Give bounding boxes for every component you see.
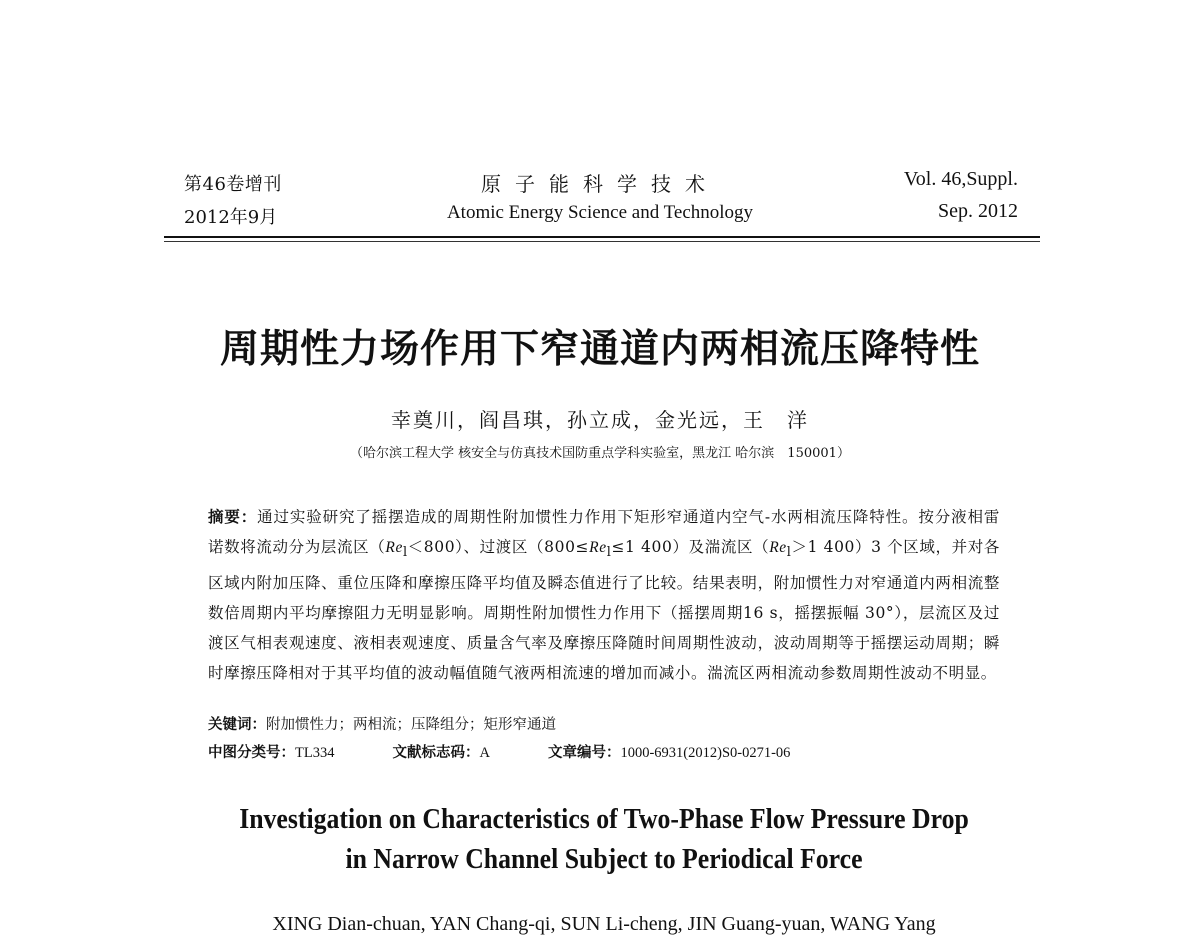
- article-title-en-line2: in Narrow Channel Subject to Periodical Force: [345, 844, 863, 875]
- journal-volume-en: Vol. 46,Suppl.: [903, 168, 1018, 190]
- abstract-text-3: ≤1 400）及湍流区（: [611, 538, 770, 556]
- abstract-text-4: ＞1 400）3 个区域，并对各区域内附加压降、重位压降和摩擦压降平均值及瞬态值进行了比较。结果表明，附加惯性力对窄通道内两相流整数倍周期内平均摩擦阻力无明显影响。周期性附加惯性力作用下（摇摆周期16 s，摇摆振幅 30°），层流区及过渡区气相表观速度、液相表观速度、质量含气率及摩擦压降随时间周期性波动，波动周期等于摇摆运动周期；瞬时摩擦压降相对于其平均值的波动幅值随气液两相流速的增加而减小。湍流区两相流动参数周期性波动不明显。: [208, 538, 1001, 683]
- reynolds-symbol: Re: [589, 539, 607, 556]
- reynolds-subscript: l: [402, 545, 408, 561]
- document-code: [392, 741, 489, 762]
- article-number-label: 文章编号：: [547, 745, 621, 761]
- keywords-label: 关键词：: [208, 717, 266, 733]
- abstract-cn: [208, 502, 1000, 688]
- journal-name-cn: 原子能科学技术: [481, 172, 719, 196]
- clc-value: TL334: [295, 745, 335, 761]
- clc-label: 中图分类号：: [208, 745, 295, 761]
- article-title-cn: 周期性力场作用下窄通道内两相流压降特性: [219, 327, 980, 372]
- classification-line: [208, 741, 1008, 762]
- journal-date-en: Sep. 2012: [938, 200, 1018, 222]
- journal-date-cn: 2012年9月: [184, 207, 278, 228]
- article-title-en-line1: Investigation on Characteristics of Two-Phase Flow Pressure Drop: [239, 804, 969, 835]
- header-rule-thin: [164, 241, 1040, 242]
- keywords-value: 附加惯性力；两相流；压降组分；矩形窄通道: [266, 717, 556, 733]
- journal-name-en: Atomic Energy Science and Technology: [446, 202, 754, 223]
- clc-number: [208, 741, 334, 762]
- reynolds-symbol: Re: [385, 539, 403, 556]
- document-code-label: 文献标志码：: [392, 745, 480, 761]
- abstract-text-2: ＜800）、过渡区（800≤: [407, 538, 590, 556]
- reynolds-subscript: l: [606, 545, 612, 561]
- reynolds-subscript: l: [786, 545, 792, 561]
- abstract-label: 摘要：: [208, 508, 258, 526]
- abstract-text-1: 通过实验研究了摇摆造成的周期性附加惯性力作用下矩形窄通道内空气-水两相流压降特性。按分液相雷诺数将流动分为层流区（: [208, 508, 1000, 556]
- article-title-en: [186, 800, 1021, 880]
- authors-en: XING Dian-chuan, YAN Chang-qi, SUN Li-cheng, JIN Guang-yuan, WANG Yang: [272, 913, 936, 935]
- affiliation-cn: （哈尔滨工程大学 核安全与仿真技术国防重点学科实验室，黑龙江 哈尔滨 150001）: [350, 446, 850, 461]
- article-number: [548, 741, 790, 762]
- header-rule-thick: [164, 236, 1040, 238]
- keywords: [208, 713, 1008, 734]
- journal-volume-cn: 第46卷增刊: [184, 174, 282, 195]
- document-code-value: A: [479, 745, 490, 761]
- article-number-value: 1000-6931(2012)S0-0271-06: [620, 745, 791, 761]
- reynolds-symbol: Re: [769, 539, 787, 556]
- authors-cn: 幸奠川，阎昌琪，孙立成，金光远，王 洋: [391, 408, 809, 432]
